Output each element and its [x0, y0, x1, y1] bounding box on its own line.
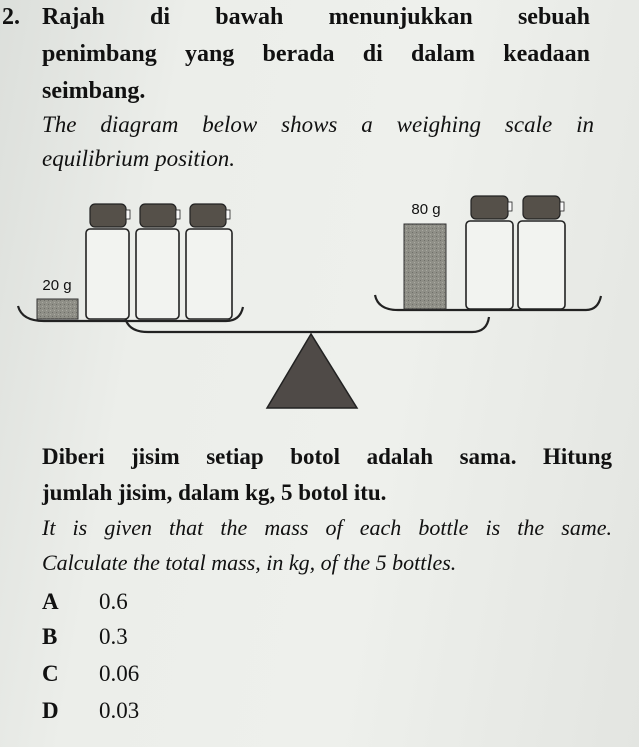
option-value: 0.6 [99, 589, 128, 614]
mass-block-80g [404, 224, 446, 309]
option-value: 0.03 [99, 698, 140, 723]
option-value: 0.06 [99, 661, 140, 686]
question-english-line-1: It is given that the mass of each bottle is the same. [42, 515, 612, 540]
scale-pivot [267, 334, 357, 408]
mass-block-20g [37, 299, 78, 319]
option-letter: D [42, 698, 59, 723]
intro-malay-line-2: penimbang yang berada di dalam keadaan [42, 41, 590, 67]
bottle [86, 204, 130, 319]
option-letter: C [42, 661, 59, 686]
question-english-line-2: Calculate the total mass, in kg, of the 5 bottles. [42, 550, 457, 575]
intro-english-line-1: The diagram below shows a weighing scale in [42, 112, 594, 137]
mass-label-20g: 20 g [42, 277, 72, 294]
intro-malay-line-3: seimbang. [42, 78, 146, 104]
option-letter: A [42, 589, 59, 614]
bottle [136, 204, 180, 319]
mass-label-80g: 80 g [411, 201, 441, 218]
option-value: 0.3 [99, 624, 128, 649]
intro-malay-line-1: Rajah di bawah menunjukkan sebuah [42, 4, 590, 30]
weighing-scale-diagram [0, 190, 639, 415]
option-letter: B [42, 624, 58, 649]
bottle [518, 196, 565, 309]
scale-beam [125, 317, 489, 332]
intro-english-line-2: equilibrium position. [42, 146, 235, 171]
question-malay-line-1: Diberi jisim setiap botol adalah sama. Hitung [42, 444, 612, 469]
question-malay-line-2: jumlah jisim, dalam kg, 5 botol itu. [42, 480, 387, 505]
question-number: 2. [2, 4, 20, 30]
bottle [186, 204, 232, 319]
bottle [466, 196, 513, 309]
